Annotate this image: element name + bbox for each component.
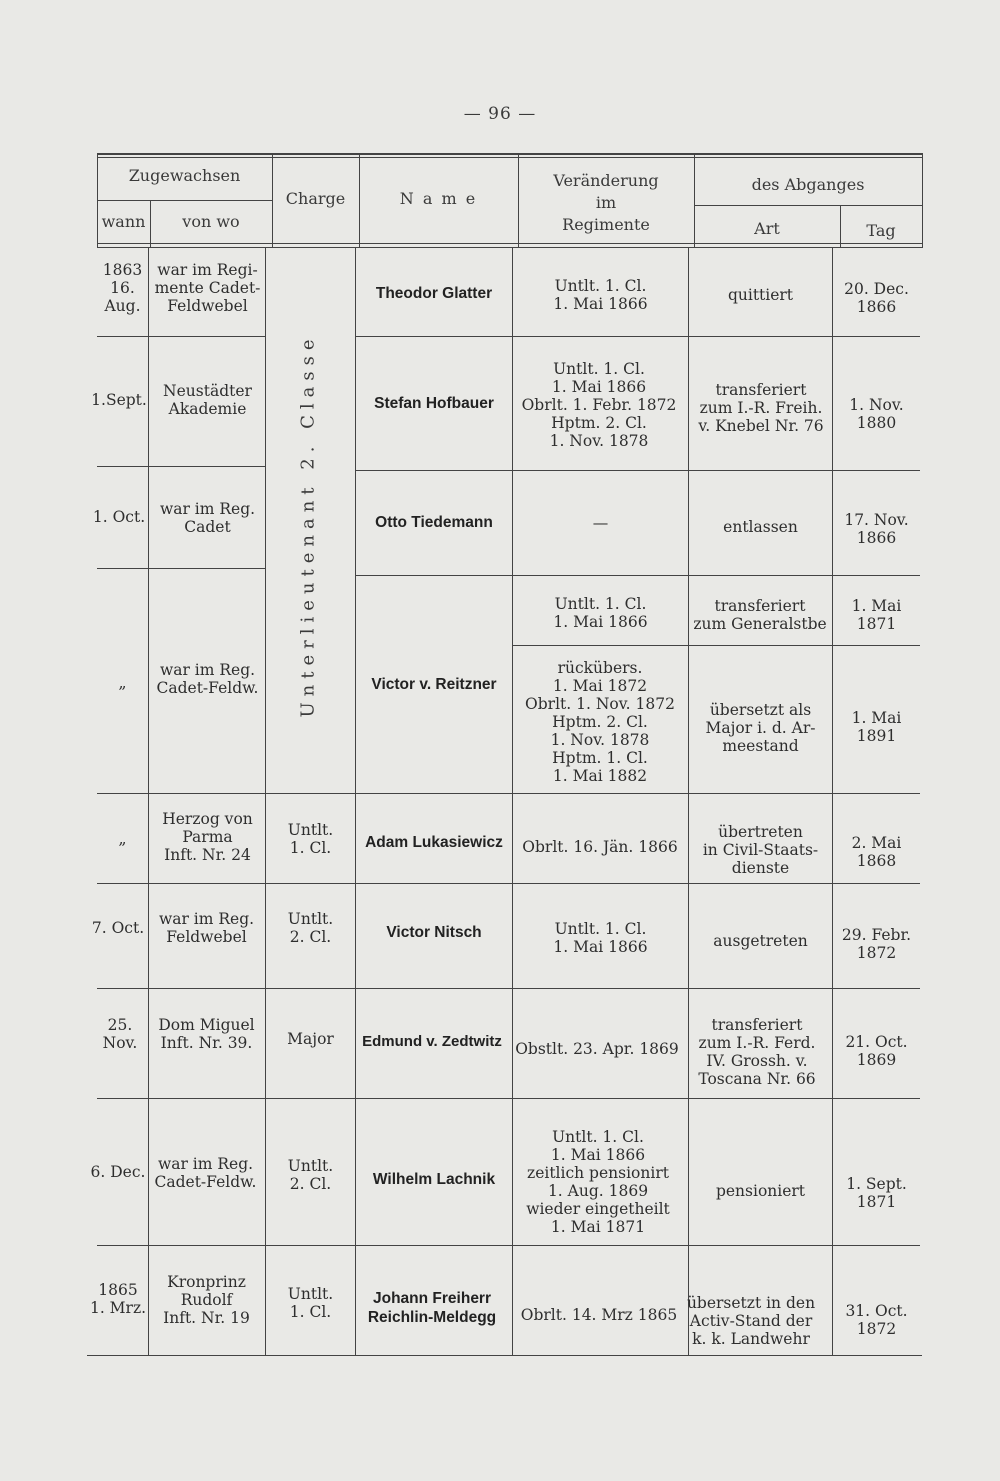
cell-tag: 29. Febr. 1872 [841,926,912,962]
header-bottom-rule-2 [97,247,923,248]
cell-charge: Untlt. 1. Cl. [287,821,334,857]
header-art: Art [754,219,780,238]
row-rule [355,336,920,337]
cell-von-wo: war im Reg. Cadet-Feldw. [156,661,259,697]
cell-charge: Untlt. 2. Cl. [287,910,334,946]
cell-name: Stefan Hofbauer [374,395,494,412]
cell-von-wo: war im Reg. Cadet [159,500,256,536]
cell-art: pensioniert [715,1182,806,1200]
cell-name: Victor Nitsch [386,924,482,941]
cell-tag: 31. Oct. 1872 [845,1302,908,1338]
cell-von-wo: Dom Miguel Inft. Nr. 39. [158,1016,255,1052]
cell-veraenderung: Untlt. 1. Cl. 1. Mai 1866 [553,920,648,956]
cell-von-wo: war im Reg. Feldwebel [158,910,255,946]
header-tag: Tag [866,221,896,240]
row-rule [97,336,265,337]
cell-art-first: transferiert zum Generalstbe [693,597,827,633]
cell-wann: 1.Sept. [91,391,147,409]
row-rule [97,1245,920,1246]
cell-tag: 17. Nov. 1866 [844,511,909,547]
cell-veraenderung: rückübers. 1. Mai 1872 Obrlt. 1. Nov. 1872 Hptm. 2. Cl. 1. Nov. 1878 Hptm. 1. Cl. 1. Mai 1882 [525,659,675,785]
cell-art: transferiert zum I.-R. Freih. v. Knebel Nr. 76 [698,381,824,435]
cell-name: Otto Tiedemann [375,514,493,531]
row-rule [97,466,265,467]
row-rule [355,470,920,471]
table-bottom-rule [87,1355,922,1356]
row-rule [97,1098,920,1099]
cell-name: Edmund v. Zedtwitz [362,1033,502,1050]
cell-veraenderung: Obrlt. 14. Mrz 1865 [520,1306,678,1324]
cell-veraenderung: Untlt. 1. Cl. 1. Mai 1866 [553,277,648,313]
cell-tag: 1. Nov. 1880 [849,396,904,432]
cell-tag: 21. Oct. 1869 [845,1033,908,1069]
cell-charge: Untlt. 1. Cl. [287,1285,334,1321]
row-rule [355,575,920,576]
row-rule [97,883,920,884]
abgang-subrule [694,205,922,206]
row-rule [97,793,920,794]
header-veraenderung: Veränderung im Regimente [553,171,659,234]
cell-art: übersetzt als Major i. d. Ar- meestand [705,701,816,755]
cell-wann: 1. Oct. [92,508,146,526]
cell-name: Wilhelm Lachnik [372,1171,496,1188]
cell-wann: 1865 1. Mrz. [89,1281,147,1317]
cell-art: entlassen [723,518,798,536]
header-bottom-rule [97,243,923,244]
header-von-wo: von wo [182,212,240,231]
cell-tag: 2. Mai 1868 [851,834,902,870]
cell-tag: 1. Sept. 1871 [846,1175,907,1211]
cell-art: ausgetreten [713,932,808,950]
cell-charge: Major [287,1030,334,1048]
cell-von-wo: Kronprinz Rudolf Inft. Nr. 19 [163,1273,250,1327]
cell-von-wo: war im Regi- mente Cadet- Feldwebel [154,261,261,315]
cell-veraenderung-first: Untlt. 1. Cl. 1. Mai 1866 [553,595,648,631]
table-top-rule [97,153,923,155]
cell-art: übersetzt in den Activ-Stand der k. k. Landwehr [686,1294,816,1348]
cell-wann: 6. Dec. [90,1163,146,1181]
cell-wann: 7. Oct. [91,919,145,937]
cell-art: quittiert [727,286,794,304]
cell-veraenderung: Obrlt. 16. Jän. 1866 [522,838,678,856]
cell-tag-first: 1. Mai 1871 [851,597,902,633]
cell-art: übertreten in Civil-Staats- dienste [702,823,819,877]
cell-name: Adam Lukasiewicz [365,834,503,851]
header-name: N a m e [399,189,478,208]
cell-veraenderung: Untlt. 1. Cl. 1. Mai 1866 Obrlt. 1. Febr. 1872 Hptm. 2. Cl. 1. Nov. 1878 [521,360,677,450]
hdr-vline [922,153,923,247]
header-zugewachsen: Zugewachsen [128,166,241,185]
cell-wann: „ [118,674,127,692]
cell-name: Johann Freiherr Reichlin-Meldegg [367,1290,497,1326]
page-number: — 96 — [463,104,537,124]
table-top-rule-thin [97,157,923,158]
cell-von-wo: Neustädter Akademie [163,382,252,418]
cell-tag: 1. Mai 1891 [851,709,902,745]
header-wann: wann [101,212,146,231]
cell-name: Theodor Glatter [375,285,493,302]
cell-tag: 20. Dec. 1866 [844,280,909,316]
charge-vertical-label [288,330,328,720]
cell-wann: 25. Nov. [102,1016,138,1052]
cell-wann: „ [118,830,127,848]
cell-art: transferiert zum I.-R. Ferd. IV. Grossh. v. Toscana Nr. 66 [698,1016,816,1088]
cell-wann: 1863 16. Aug. [102,261,143,315]
zugewachsen-subrule [97,200,272,201]
cell-name: Victor v. Reitzner [371,676,497,693]
cell-charge: Untlt. 2. Cl. [287,1157,334,1193]
cell-veraenderung: — [592,514,609,532]
cell-von-wo: Herzog von Parma Inft. Nr. 24 [162,810,253,864]
cell-von-wo: war im Reg. Cadet-Feldw. [154,1155,257,1191]
cell-veraenderung: Obstlt. 23. Apr. 1869 [515,1040,679,1058]
charge-vertical-text: Unterlieutenant 2. Classe [297,332,319,718]
row-rule-sub [512,645,920,646]
row-rule [97,988,920,989]
header-des-abganges: des Abganges [751,175,865,194]
row-rule [97,568,265,569]
cell-veraenderung: Untlt. 1. Cl. 1. Mai 1866 zeitlich pensionirt 1. Aug. 1869 wieder eingetheilt 1. Mai 1871 [526,1128,670,1236]
header-charge: Charge [285,189,346,208]
